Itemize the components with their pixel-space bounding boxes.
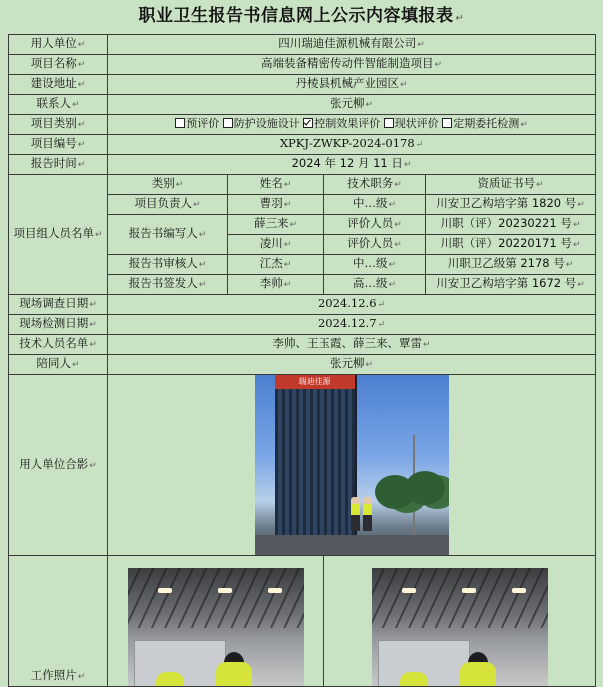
team-header-name: 姓名↵: [228, 175, 324, 195]
employer-label: 用人单位↵: [9, 35, 108, 55]
employer-value: 四川瑞迪佳源机械有限公司↵: [108, 35, 596, 55]
row-report-time: [9, 155, 596, 175]
team-category: 报告书编写人↵: [108, 215, 228, 255]
project-no-label: 项目编号↵: [9, 135, 108, 155]
companion-label: 陪同人↵: [9, 355, 108, 375]
ceiling-light: [512, 588, 526, 593]
row-work-photos: [9, 556, 596, 687]
disclosure-form: [8, 34, 596, 687]
work-photo-cell-left: [108, 556, 324, 687]
row-contact: [9, 95, 596, 115]
detect-date-value: 2024.12.7↵: [108, 315, 596, 335]
row-employer: [9, 35, 596, 55]
contact-value: 张元柳↵: [108, 95, 596, 115]
row-project-no: [9, 135, 596, 155]
group-photo-cell: [108, 375, 596, 556]
team-header-row: [9, 175, 596, 195]
group-photo-label: 用人单位合影↵: [9, 375, 108, 556]
survey-date-label: 现场调查日期↵: [9, 295, 108, 315]
team-category: 项目负责人↵: [108, 195, 228, 215]
team-title: 中…级↵: [324, 255, 426, 275]
group-photo: [255, 375, 449, 555]
worker-vest: [400, 672, 428, 686]
row-companion: [9, 355, 596, 375]
team-category: 报告书签发人↵: [108, 275, 228, 295]
ceiling-light: [402, 588, 416, 593]
worker-vest: [216, 662, 252, 686]
ceiling-light: [158, 588, 172, 593]
detect-date-label: 现场检测日期↵: [9, 315, 108, 335]
category-option-status-eval[interactable]: 现状评价: [384, 117, 439, 130]
team-title: 评价人员↵: [324, 235, 426, 255]
category-options: 预评价 防护设施设计 控制效果评价 现状评价 定期委托检测↵: [108, 115, 596, 135]
team-name: 凌川↵: [228, 235, 324, 255]
tree: [405, 471, 445, 505]
technicians-label: 技术人员名单↵: [9, 335, 108, 355]
category-option-entrusted: 委托检测: [475, 117, 520, 130]
team-cert: 川安卫乙构培字第 1820 号↵: [426, 195, 596, 215]
survey-date-value: 2024.12.6↵: [108, 295, 596, 315]
row-survey-date: [9, 295, 596, 315]
report-time-label: 报告时间↵: [9, 155, 108, 175]
companion-value: 张元柳↵: [108, 355, 596, 375]
team-title: 评价人员↵: [324, 215, 426, 235]
work-photo-right: [372, 568, 548, 686]
work-photo-label: 工作照片↵: [9, 556, 108, 687]
checkbox-icon[interactable]: [442, 118, 452, 128]
project-no-value: XPKJ-ZWKP-2024-0178↵: [108, 135, 596, 155]
checkbox-icon[interactable]: [175, 118, 185, 128]
ground: [255, 535, 449, 555]
row-group-photo: [9, 375, 596, 556]
form-title: [0, 0, 603, 32]
team-cert: 川职（评）20220171 号↵: [426, 235, 596, 255]
category-option-protection-design[interactable]: 防护设施设计: [223, 117, 300, 130]
building-sign: 瑞迪佳源: [275, 375, 355, 389]
row-detect-date: [9, 315, 596, 335]
ceiling-light: [268, 588, 282, 593]
team-header-cert: 资质证书号↵: [426, 175, 596, 195]
checked-checkbox-icon[interactable]: [303, 118, 313, 128]
team-cert: 川安卫乙构培字第 1672 号↵: [426, 275, 596, 295]
checkbox-icon[interactable]: [384, 118, 394, 128]
team-category: 报告书审核人↵: [108, 255, 228, 275]
team-name: 江杰↵: [228, 255, 324, 275]
report-time-value: 2024 年 12 月 11 日↵: [108, 155, 596, 175]
row-project-name: [9, 55, 596, 75]
category-label: 项目类别↵: [9, 115, 108, 135]
ceiling-light: [218, 588, 232, 593]
category-option-pre-eval[interactable]: 预评价: [175, 117, 219, 130]
roof-truss: [372, 568, 548, 628]
team-cert: 川职（评）20230221 号↵: [426, 215, 596, 235]
project-name-value: 高端装备精密传动件智能制造项目↵: [108, 55, 596, 75]
work-photo-left: [128, 568, 304, 686]
team-name: 李帅↵: [228, 275, 324, 295]
team-label: 项目组人员名单↵: [9, 175, 108, 295]
office-building: [275, 375, 357, 543]
team-title: 高…级↵: [324, 275, 426, 295]
address-label: 建设地址↵: [9, 75, 108, 95]
row-category: [9, 115, 596, 135]
roof-truss: [128, 568, 304, 628]
team-name: 薛三来↵: [228, 215, 324, 235]
worker-vest: [460, 662, 496, 686]
address-value: 丹棱县机械产业园区↵: [108, 75, 596, 95]
return-mark-icon: ↵: [455, 13, 465, 24]
row-address: [9, 75, 596, 95]
category-option-periodic[interactable]: 定期: [442, 117, 475, 130]
project-name-label: 项目名称↵: [9, 55, 108, 75]
worker-vest: [156, 672, 184, 686]
category-option-control-effect[interactable]: 控制效果评价: [303, 117, 380, 130]
contact-label: 联系人↵: [9, 95, 108, 115]
team-header-category: 类别↵: [108, 175, 228, 195]
team-header-title: 技术职务↵: [324, 175, 426, 195]
team-cert: 川职卫乙级第 2178 号↵: [426, 255, 596, 275]
team-name: 曹羽↵: [228, 195, 324, 215]
work-photo-cell-right: [324, 556, 596, 687]
checkbox-icon[interactable]: [223, 118, 233, 128]
person: [363, 497, 372, 531]
team-title: 中…级↵: [324, 195, 426, 215]
person: [351, 497, 360, 531]
form-title-text: 职业卫生报告书信息网上公示内容填报表: [138, 6, 454, 26]
ceiling-light: [462, 588, 476, 593]
technicians-value: 李帅、王玉霞、薛三来、覃雷↵: [108, 335, 596, 355]
row-technicians: [9, 335, 596, 355]
